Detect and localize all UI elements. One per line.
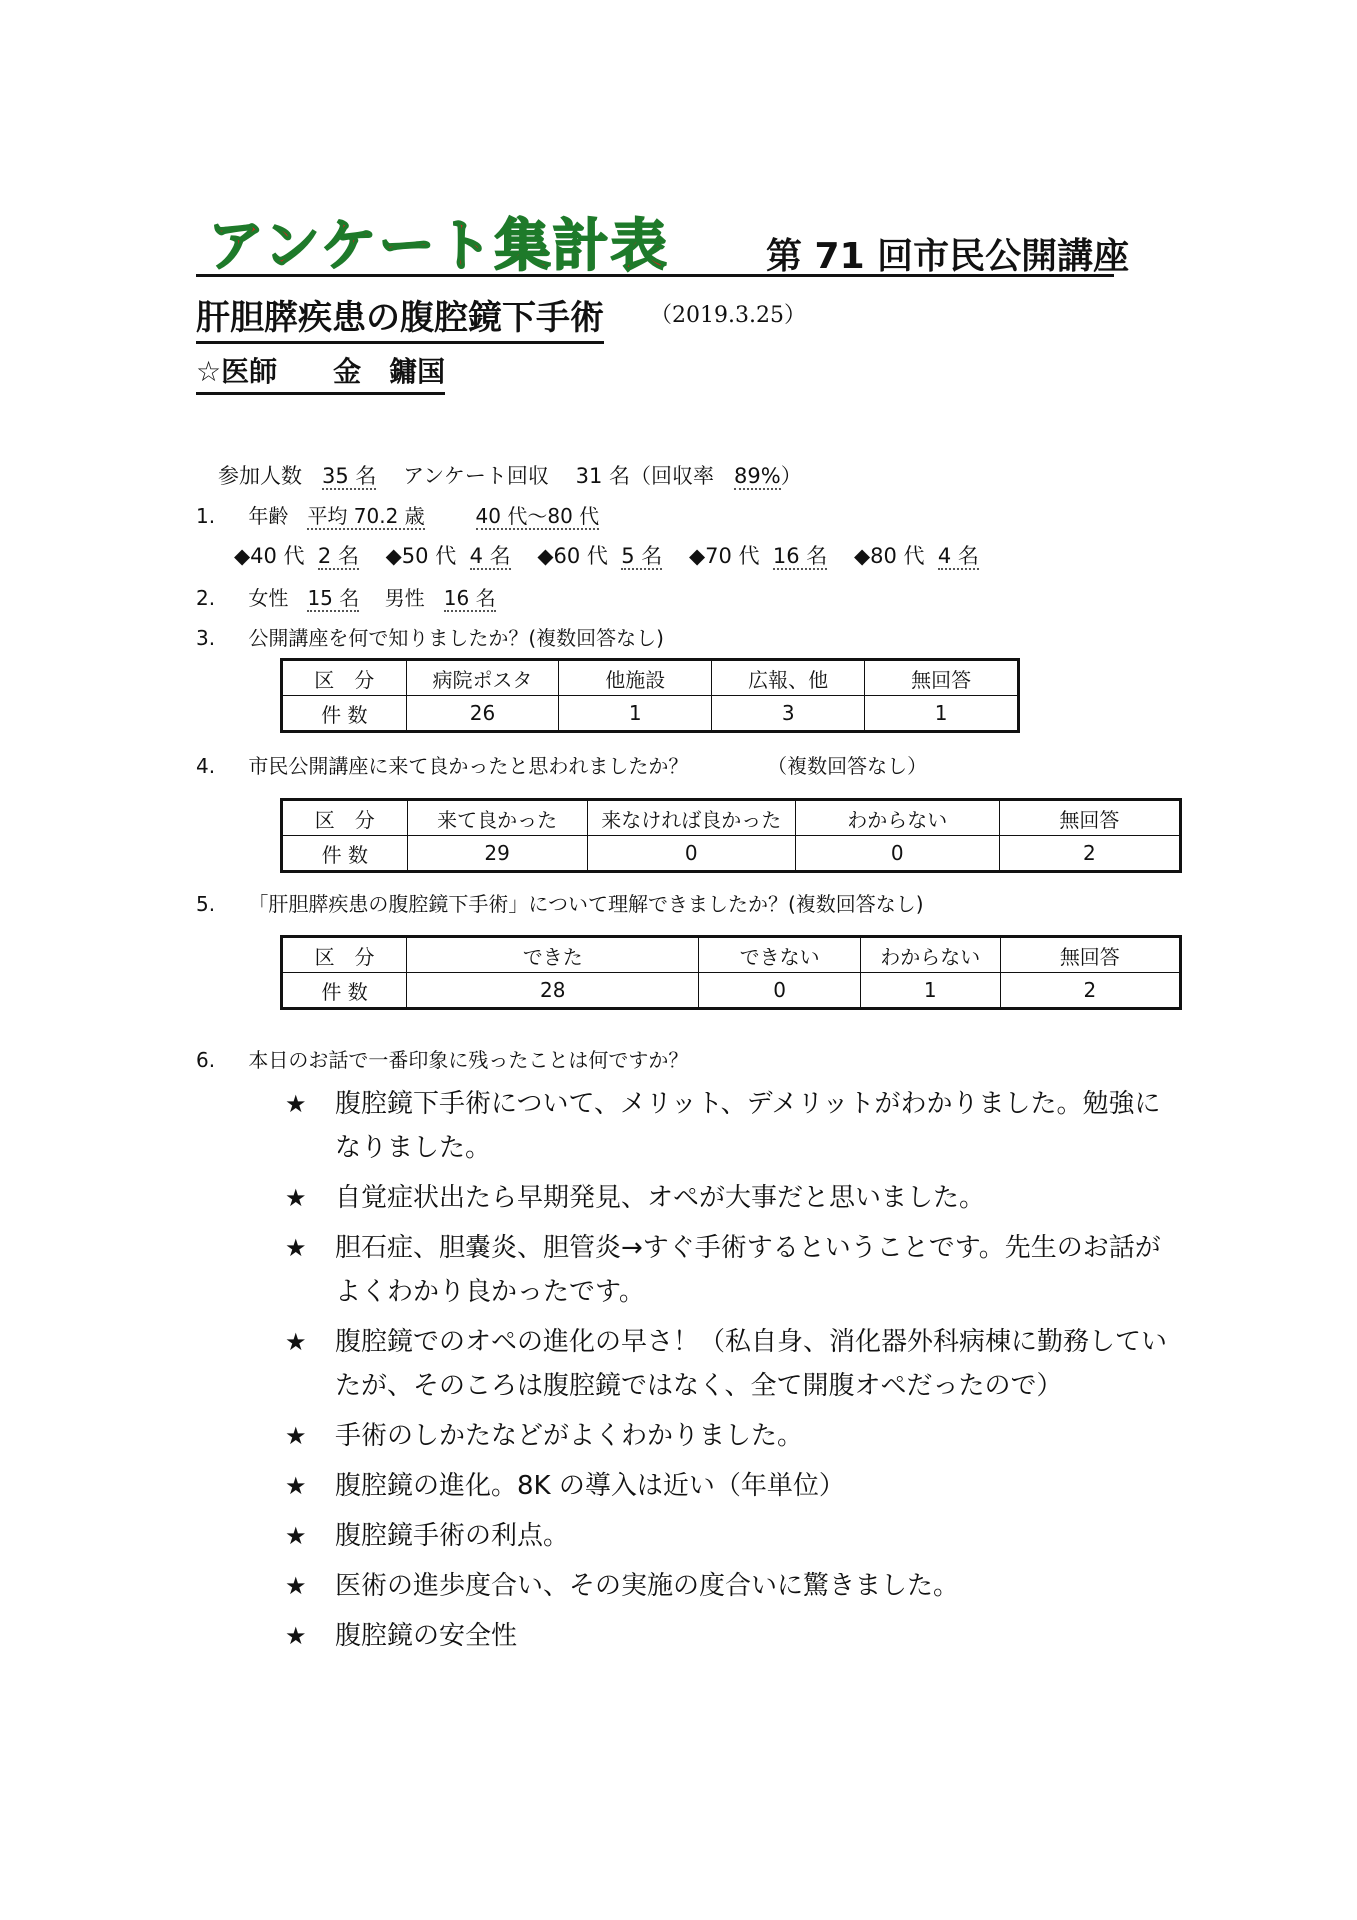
collected-count: 31 名 <box>575 464 630 488</box>
q3-question: 公開講座を何で知りましたか？(複数回答なし) <box>248 626 664 650</box>
age-group-label: ◆40 代 <box>234 544 305 568</box>
lecture-series: 第 71 回市民公開講座 <box>766 236 1130 277</box>
q5-table <box>280 935 1182 1010</box>
star-icon: ★ <box>285 1328 307 1356</box>
comment-text: 自覚症状出たら早期発見、オペが大事だと思いました。 <box>335 1183 986 1213</box>
age-group-count: 16 名 <box>772 544 828 568</box>
comment-text: 手術のしかたなどがよくわかりました。 <box>335 1421 804 1451</box>
q4-line <box>196 750 927 779</box>
q5-line <box>196 888 924 917</box>
table-cell: 0 <box>795 836 999 872</box>
table-header-row <box>282 660 1019 696</box>
lecture-subtitle: 肝胆膵疾患の腹腔鏡下手術 <box>196 290 604 344</box>
table-header-cell: 広報、他 <box>712 660 865 696</box>
table-header-cell: できない <box>699 937 861 973</box>
star-icon: ★ <box>285 1090 307 1118</box>
table-cell: 1 <box>860 973 1000 1009</box>
table-header-cell: 来て良かった <box>407 800 587 836</box>
star-icon: ★ <box>285 1622 307 1650</box>
table-row <box>282 973 1181 1009</box>
list-item <box>285 1464 1185 1508</box>
table-header-cell: 無回答 <box>1000 937 1180 973</box>
table-header-cell: できた <box>407 937 699 973</box>
comment-text: 腹腔鏡手術の利点。 <box>335 1521 570 1551</box>
q3-line <box>196 622 664 651</box>
star-icon: ★ <box>285 1422 307 1450</box>
table-cell: 2 <box>999 836 1180 872</box>
rate-close: ） <box>780 464 802 488</box>
table-cell: 1 <box>559 696 712 732</box>
list-item <box>285 1226 1185 1314</box>
comment-text: 腹腔鏡の安全性 <box>335 1621 518 1651</box>
table-cell: 2 <box>1000 973 1180 1009</box>
table-header-cell: 病院ポスタ <box>406 660 559 696</box>
list-item <box>285 1320 1185 1408</box>
comment-list <box>285 1082 1185 1664</box>
female-count: 15 名 <box>307 586 360 610</box>
q5-number: 5. <box>196 892 216 916</box>
table-header-cell: 来なければ良かった <box>587 800 795 836</box>
list-item <box>285 1514 1185 1558</box>
list-item <box>285 1176 1185 1220</box>
star-icon: ★ <box>285 1234 307 1262</box>
rate-open: （回収率 <box>630 464 714 488</box>
table-header-row <box>282 937 1181 973</box>
table-row <box>282 696 1019 732</box>
q1-average: 平均 70.2 歳 <box>307 504 425 528</box>
table-row <box>282 836 1181 872</box>
female-label: 女性 <box>248 586 289 610</box>
collected-label: アンケート回収 <box>403 464 549 488</box>
table-cell: 件 数 <box>282 973 407 1009</box>
q5-question: 「肝胆膵疾患の腹腔鏡下手術」について理解できましたか？(複数回答なし) <box>248 892 924 916</box>
q3-number: 3. <box>196 626 216 650</box>
survey-title: アンケート集計表 <box>208 214 669 279</box>
male-count: 16 名 <box>443 586 496 610</box>
comment-text: 腹腔鏡の進化。8K の導入は近い（年単位） <box>335 1471 845 1501</box>
list-item <box>285 1414 1185 1458</box>
q1-label: 年齢 <box>248 504 289 528</box>
star-icon: ★ <box>285 1522 307 1550</box>
age-group-label: ◆50 代 <box>385 544 457 568</box>
male-label: 男性 <box>384 586 425 610</box>
q6-number: 6. <box>196 1048 216 1072</box>
list-item <box>285 1564 1185 1608</box>
table-header-cell: わからない <box>860 937 1000 973</box>
table-cell: 26 <box>406 696 559 732</box>
list-item <box>285 1082 1185 1170</box>
table-cell: 1 <box>865 696 1019 732</box>
age-group-label: ◆80 代 <box>853 544 925 568</box>
table-header-cell: 無回答 <box>999 800 1180 836</box>
table-cell: 件 数 <box>282 836 408 872</box>
age-group-count: 5 名 <box>621 544 663 568</box>
table-header-cell: わからない <box>795 800 999 836</box>
table-header-cell: 区 分 <box>282 937 407 973</box>
q4-question: 市民公開講座に来て良かったと思われましたか？ <box>248 754 689 778</box>
q1-line <box>196 500 599 529</box>
table-header-cell: 区 分 <box>282 800 408 836</box>
age-group-label: ◆70 代 <box>688 544 760 568</box>
table-cell: 3 <box>712 696 865 732</box>
participants-label: 参加人数 <box>218 464 302 488</box>
q6-line <box>196 1044 688 1073</box>
age-group-count: 4 名 <box>937 544 979 568</box>
q1-range: 40 代～80 代 <box>475 504 600 528</box>
table-cell: 29 <box>407 836 587 872</box>
q2-line <box>196 582 496 611</box>
table-header-cell: 無回答 <box>865 660 1019 696</box>
q1-number: 1. <box>196 504 216 528</box>
q2-number: 2. <box>196 586 216 610</box>
lecture-date: （2019.3.25） <box>650 303 806 328</box>
comment-text: 腹腔鏡下手術について、メリット、デメリットがわかりました。勉強になりました。 <box>335 1089 1161 1163</box>
comment-text: 腹腔鏡でのオペの進化の早さ！（私自身、消化器外科病棟に勤務していたが、そのころは腹腔鏡ではなく、全て開腹オペだったので） <box>335 1327 1168 1401</box>
table-header-row <box>282 800 1181 836</box>
q3-table <box>280 658 1020 733</box>
q6-question: 本日のお話で一番印象に残ったことは何ですか？ <box>248 1048 689 1072</box>
q4-table <box>280 798 1182 873</box>
age-group-count: 4 名 <box>469 544 511 568</box>
collection-rate: 89% <box>734 464 781 488</box>
list-item <box>285 1614 1185 1658</box>
q4-note: （複数回答なし） <box>767 754 928 778</box>
q4-number: 4. <box>196 754 216 778</box>
title-row <box>196 206 1130 279</box>
table-cell: 件 数 <box>282 696 407 732</box>
star-icon: ★ <box>285 1184 307 1212</box>
age-groups <box>234 540 979 570</box>
participants-count: 35 名 <box>322 464 377 488</box>
table-cell: 0 <box>587 836 795 872</box>
star-icon: ★ <box>285 1572 307 1600</box>
star-icon: ★ <box>285 1472 307 1500</box>
table-header-cell: 他施設 <box>559 660 712 696</box>
table-cell: 0 <box>699 973 861 1009</box>
comment-text: 医術の進歩度合い、その実施の度合いに驚きました。 <box>335 1571 960 1601</box>
table-cell: 28 <box>407 973 699 1009</box>
table-header-cell: 区 分 <box>282 660 407 696</box>
age-group-count: 2 名 <box>317 544 359 568</box>
doctor-name: ☆医師 金 鏞国 <box>196 350 445 395</box>
age-group-label: ◆60 代 <box>537 544 608 568</box>
participation-line <box>218 460 802 490</box>
comment-text: 胆石症、胆嚢炎、胆管炎→すぐ手術するということです。先生のお話がよくわかり良かったです。 <box>335 1233 1161 1307</box>
